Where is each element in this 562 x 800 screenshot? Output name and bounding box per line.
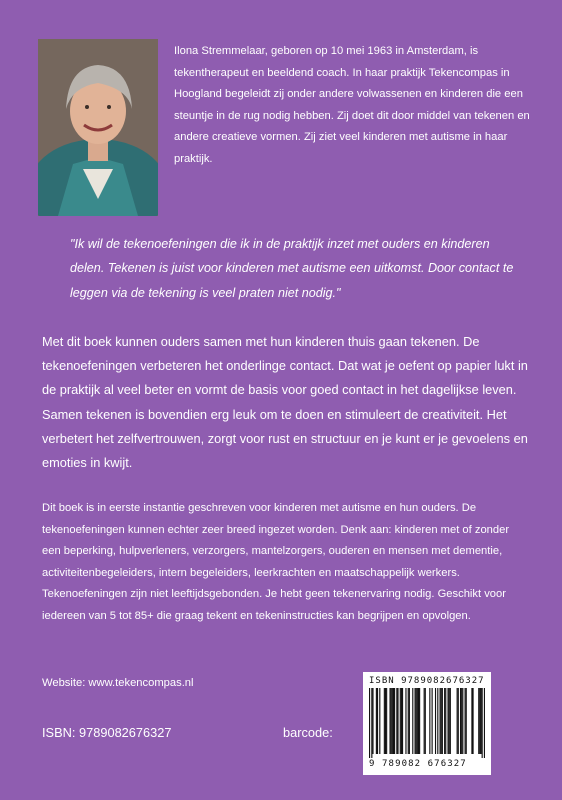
barcode-bar-29 bbox=[425, 688, 426, 754]
description-paragraph-1: Met dit boek kunnen ouders samen met hun kinderen thuis gaan tekenen. De tekenoefeningen verbeteren het onderlinge contact. Dat wat je oefent op papier lukt in de praktijk al veel beter en vormt de basis voor goed contact in het dagelijkse leven. Samen tekenen is bovendien erg leuk om te doen en stimuleert de creativiteit. Het verbetert het zelfvertrouwen, zorgt voor rust en structuur en je kunt er je gevoelens en emoties in kwijt. bbox=[42, 334, 528, 471]
barcode-bar-32 bbox=[435, 688, 436, 754]
description-paragraph-2: Dit boek is in eerste instantie geschreven voor kinderen met autisme en hun ouders. De tekenoefeningen kunnen echter zeer breed ingezet worden. Denk aan: kinderen met of zonder een beperking, hulpverleners, verzorgers, mantelzorgers, ouderen en mensen met dementie, activiteitenbegeleiders, intern begeleiders, leerkrachten en maatschappelijk werkers. Tekenoefeningen zijn niet leeftijdsgebonden. Je hebt geen tekenervaring nodig. Geschikt voor iedereen van 5 tot 85+ die graag tekent en tekeninstructies kan begrijpen en opvolgen. bbox=[42, 502, 510, 622]
barcode-bar-53 bbox=[480, 688, 481, 754]
barcode-bar-5 bbox=[379, 688, 380, 754]
isbn-barcode bbox=[363, 672, 491, 775]
barcode-bar-21 bbox=[409, 688, 410, 754]
barcode-bar-0 bbox=[369, 688, 370, 758]
barcode-bar-44 bbox=[460, 688, 461, 754]
barcode-bar-50 bbox=[472, 688, 473, 754]
barcode-bar-34 bbox=[440, 688, 441, 754]
barcode-bar-38 bbox=[445, 688, 446, 754]
barcode-bar-43 bbox=[458, 688, 459, 754]
isbn-line: ISBN: 9789082676327 bbox=[42, 725, 172, 740]
author-photo bbox=[38, 39, 158, 216]
barcode-bar-46 bbox=[462, 688, 463, 754]
barcode-bar-54 bbox=[482, 688, 483, 758]
barcode-label: barcode: bbox=[283, 725, 333, 740]
barcode-bar-7 bbox=[385, 688, 386, 754]
barcode-bar-17 bbox=[401, 688, 402, 754]
barcode-bar-4 bbox=[377, 688, 378, 754]
author-quote: "Ik wil de tekenoefeningen die ik in de praktijk inzet met ouders en kinderen delen. Tekenen is juist voor kinderen met autisme een uitkomst. Door contact te leggen via de tekening is veel praten niet nodig." bbox=[70, 237, 514, 300]
barcode-bar-10 bbox=[391, 688, 392, 754]
author-bio-text: geboren op 10 mei 1963 in Amsterdam, is tekentherapeut en beeldend coach. In haar praktijk Tekencompas in Hoogland begeleidt zij onder andere volwassenen en kinderen die een steuntje in de rug nodig hebben. Zij doet dit door middel van tekenen en andere creatieve vormen. Zij ziet veel kinderen met autisme in haar praktijk. bbox=[174, 45, 530, 165]
barcode-bar-18 bbox=[402, 688, 403, 754]
barcode-bar-2 bbox=[372, 688, 373, 754]
barcode-bar-42 bbox=[457, 688, 458, 754]
barcode-top-text: ISBN 9789082676327 bbox=[369, 676, 485, 686]
barcode-bar-12 bbox=[393, 688, 394, 754]
barcode-bar-40 bbox=[449, 688, 450, 754]
barcode-bar-8 bbox=[386, 688, 387, 754]
barcode-bar-24 bbox=[416, 688, 417, 754]
barcode-bar-35 bbox=[441, 688, 442, 754]
barcode-bar-11 bbox=[392, 688, 393, 754]
barcode-bar-37 bbox=[444, 688, 445, 754]
barcode-bottom-text: 9 789082 676327 bbox=[369, 759, 467, 769]
barcode-bar-47 bbox=[465, 688, 466, 754]
barcode-bar-55 bbox=[484, 688, 485, 758]
barcode-bar-45 bbox=[461, 688, 462, 754]
barcode-bar-25 bbox=[417, 688, 418, 754]
barcode-bar-23 bbox=[414, 688, 415, 754]
website-line: Website: www.tekencompas.nl bbox=[42, 677, 194, 689]
author-bio bbox=[174, 41, 536, 171]
barcode-bar-20 bbox=[408, 688, 409, 754]
barcode-bar-39 bbox=[447, 688, 448, 754]
barcode-bar-51 bbox=[478, 688, 479, 754]
barcode-bar-22 bbox=[412, 688, 413, 754]
barcode-bar-30 bbox=[429, 688, 430, 754]
author-name: Ilona Stremmelaar, bbox=[174, 45, 268, 57]
barcode-bar-36 bbox=[442, 688, 443, 754]
barcode-bar-1 bbox=[371, 688, 372, 758]
barcode-bar-14 bbox=[396, 688, 397, 754]
barcode-bar-6 bbox=[384, 688, 385, 754]
barcode-bar-41 bbox=[450, 688, 451, 754]
barcode-bar-16 bbox=[400, 688, 401, 754]
barcode-bar-15 bbox=[397, 688, 398, 754]
barcode-bar-52 bbox=[479, 688, 480, 754]
barcode-bar-9 bbox=[389, 688, 390, 754]
barcode-bar-27 bbox=[419, 688, 420, 754]
barcode-bar-26 bbox=[418, 688, 419, 754]
barcode-bar-13 bbox=[394, 688, 395, 754]
barcode-bar-48 bbox=[466, 688, 467, 754]
barcode-bar-19 bbox=[405, 688, 406, 754]
barcode-bar-28 bbox=[424, 688, 425, 754]
barcode-bar-33 bbox=[437, 688, 438, 754]
barcode-bar-31 bbox=[432, 688, 433, 754]
barcode-bar-3 bbox=[376, 688, 377, 754]
barcode-bar-49 bbox=[471, 688, 472, 754]
barcode-bars bbox=[369, 688, 485, 758]
